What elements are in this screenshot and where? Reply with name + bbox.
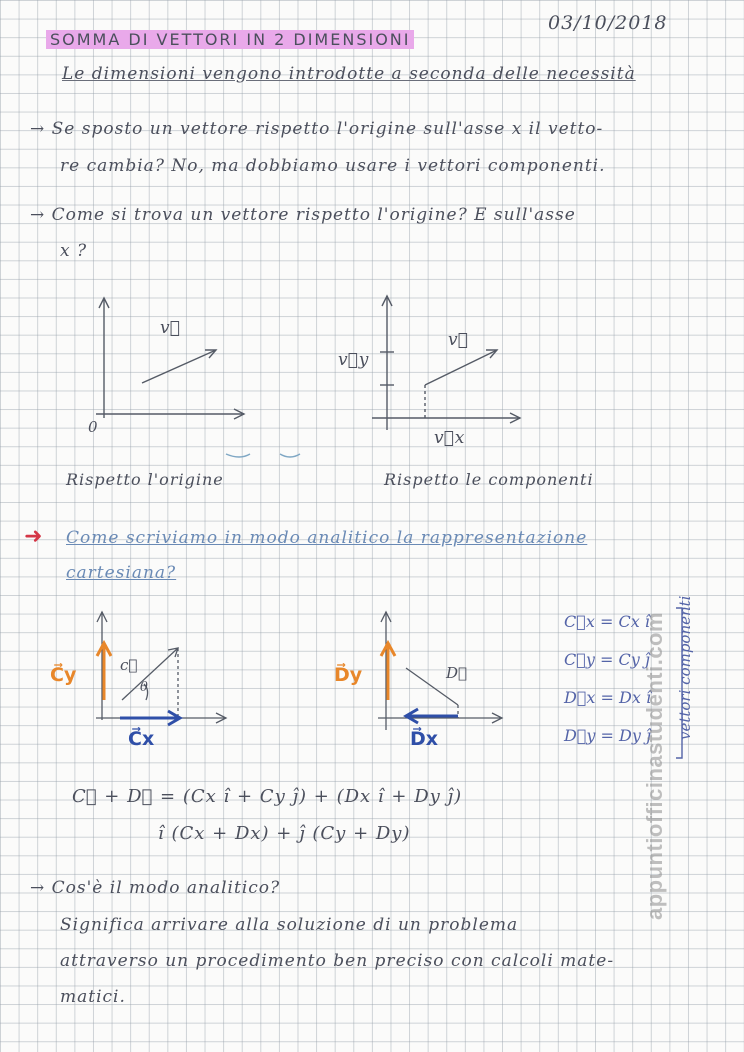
watermark: appuntiofficinastudenti.com (642, 611, 667, 920)
diagram1-vector-label: v⃗ (160, 318, 181, 338)
angle-label: θ (140, 680, 149, 695)
diagram3-axes (96, 612, 226, 723)
date: 03/10/2018 (548, 12, 668, 34)
dx-label: D⃗x (410, 728, 439, 750)
question4-line3: attraverso un procedimento ben preciso con calcoli mate- (60, 951, 615, 971)
side-bracket-label: vettori componenti (676, 595, 694, 740)
diagram1-vector (142, 350, 216, 383)
red-arrow-icon: ➜ (24, 524, 43, 549)
page-title: SOMMA DI VETTORI IN 2 DIMENSIONI (46, 30, 414, 49)
question4-line2: Significa arrivare alla soluzione di un problema (60, 915, 519, 935)
cy-label: C⃗y (50, 664, 77, 686)
side-note-4: D⃗y = Dy ĵ (564, 726, 651, 745)
question4-line4: matici. (60, 987, 126, 1007)
equation-line2: î (Cx + Dx) + ĵ (Cy + Dy) (158, 823, 411, 844)
diagram1-origin-label: 0 (88, 418, 99, 436)
side-note-1: C⃗x = Cx î (564, 612, 650, 631)
question2-line1: → Come si trova un vettore rispetto l'origine? E sull'asse (30, 205, 576, 225)
question3-line2: cartesiana? (66, 563, 177, 583)
diagram2-vector (425, 350, 497, 385)
c-vector-label: c⃗ (120, 656, 139, 674)
diagram4-components (381, 643, 458, 723)
diagram2-vy-label: v⃗y (338, 350, 370, 370)
intro-text: Le dimensioni vengono introdotte a seconda delle necessità (62, 64, 636, 84)
question1-line2: re cambia? No, ma dobbiamo usare i vettori componenti. (60, 156, 606, 176)
diagram2-vx-label: v⃗x (434, 428, 466, 448)
diagram2-vector-label: v⃗ (448, 330, 469, 350)
d-vector-label: D⃗ (446, 664, 469, 682)
side-note-3: D⃗x = Dx î (564, 688, 652, 707)
question4-line1: → Cos'è il modo analitico? (30, 878, 281, 898)
cx-label: C⃗x (128, 728, 155, 750)
side-note-2: C⃗y = Cy ĵ (564, 650, 650, 669)
question1-line1: → Se sposto un vettore rispetto l'origine sull'asse x il vetto- (30, 119, 604, 139)
question3-line1: Come scriviamo in modo analitico la rappresentazione (66, 528, 588, 548)
dy-label: D⃗y (334, 664, 363, 686)
question2-line2: x ? (60, 241, 88, 261)
diagram4-axes (378, 612, 502, 730)
diagram2-axes (372, 296, 520, 430)
diagram2-caption: Rispetto le componenti (384, 470, 594, 489)
diagram1-axes (96, 298, 244, 419)
diagram1-caption: Rispetto l'origine (66, 470, 224, 489)
equation-line1: C⃗ + D⃗ = (Cx î + Cy ĵ) + (Dx î + Dy ĵ) (72, 786, 463, 807)
